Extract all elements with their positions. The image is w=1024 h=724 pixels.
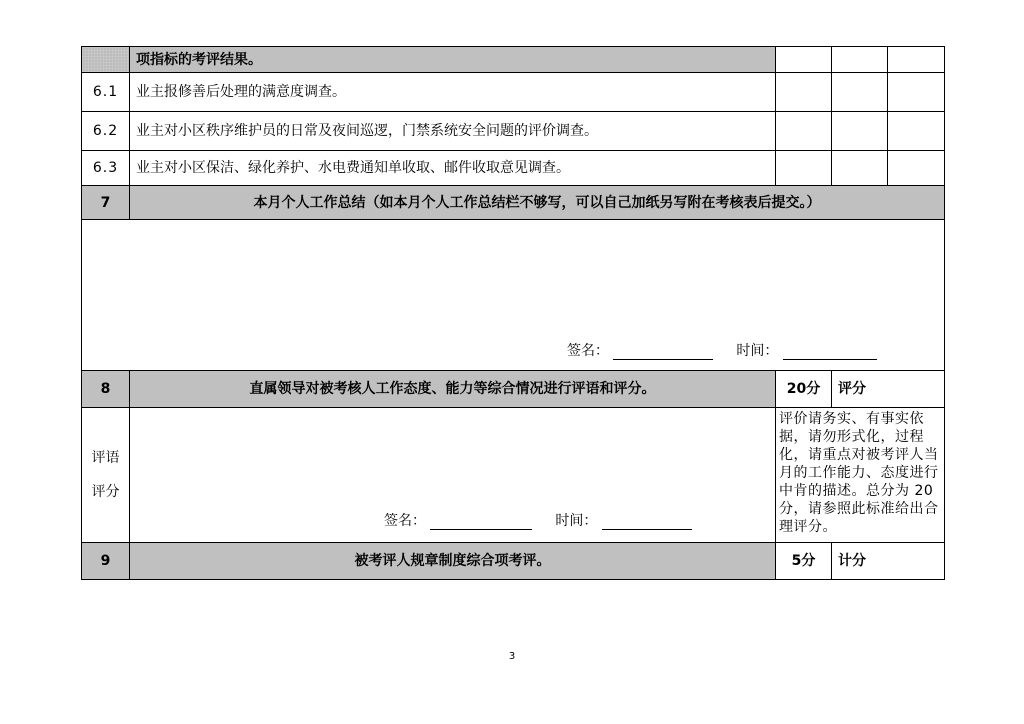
section-title: 本月个人工作总结（如本月个人工作总结栏不够写，可以自己加纸另写附在考核表后提交。）	[130, 186, 945, 220]
sign-label: 签名：	[567, 343, 609, 359]
score-cell[interactable]	[776, 73, 832, 112]
score-cell[interactable]	[832, 112, 888, 151]
score-label: 评分	[91, 484, 120, 500]
evaluation-table	[81, 46, 945, 580]
item-number: 6.1	[82, 73, 130, 112]
comment-area[interactable]	[130, 408, 776, 543]
row-label: 项指标的考评结果。	[130, 47, 776, 73]
number-cell	[82, 47, 130, 73]
time-field[interactable]	[783, 345, 877, 360]
score-cell[interactable]	[888, 151, 945, 186]
page-number: 3	[508, 651, 516, 662]
item-label: 业主报修善后处理的满意度调查。	[130, 73, 776, 112]
work-summary-area[interactable]	[82, 220, 945, 371]
score-cell[interactable]	[776, 112, 832, 151]
item-label: 业主对小区保洁、绿化养护、水电费通知单收取、邮件收取意见调查。	[130, 151, 776, 186]
section-header-row	[82, 186, 945, 220]
score-label-cell: 评分	[832, 371, 945, 408]
sign-label: 签名：	[384, 513, 426, 529]
section-header-row	[82, 371, 945, 408]
score-cell[interactable]	[888, 47, 945, 73]
table-row	[82, 112, 945, 151]
section-number: 7	[82, 186, 130, 220]
sign-field[interactable]	[430, 515, 532, 530]
score-cell[interactable]	[776, 47, 832, 73]
table-row	[82, 73, 945, 112]
table-row	[82, 47, 945, 73]
comment-side-label	[82, 408, 130, 543]
evaluation-guideline-note: 评价请务实、有事实依据，请勿形式化，过程化，请重点对被考评人当月的工作能力、态度进行中肯的描述。总分为 20分，请参照此标准给出合理评分。	[776, 408, 945, 543]
points-cell: 20分	[776, 371, 832, 408]
score-label-cell: 计分	[832, 543, 945, 580]
item-number: 6.2	[82, 112, 130, 151]
section-header-row	[82, 543, 945, 580]
section-number: 8	[82, 371, 130, 408]
score-cell[interactable]	[888, 112, 945, 151]
comment-label: 评语	[91, 450, 120, 466]
score-cell[interactable]	[776, 151, 832, 186]
time-label: 时间：	[736, 343, 779, 359]
points-cell: 5分	[776, 543, 832, 580]
item-label: 业主对小区秩序维护员的日常及夜间巡逻，门禁系统安全问题的评价调查。	[130, 112, 776, 151]
section-number: 9	[82, 543, 130, 580]
section-title: 被考评人规章制度综合项考评。	[130, 543, 776, 580]
time-label: 时间：	[555, 513, 598, 529]
signature-line	[567, 342, 877, 360]
sign-field[interactable]	[613, 345, 713, 360]
score-cell[interactable]	[832, 73, 888, 112]
table-row	[82, 151, 945, 186]
time-field[interactable]	[602, 515, 692, 530]
score-cell[interactable]	[832, 151, 888, 186]
summary-row	[82, 220, 945, 371]
section-title: 直属领导对被考核人工作态度、能力等综合情况进行评语和评分。	[130, 371, 776, 408]
item-number: 6.3	[82, 151, 130, 186]
score-cell[interactable]	[888, 73, 945, 112]
score-cell[interactable]	[832, 47, 888, 73]
comment-row	[82, 408, 945, 543]
signature-line	[384, 512, 692, 530]
